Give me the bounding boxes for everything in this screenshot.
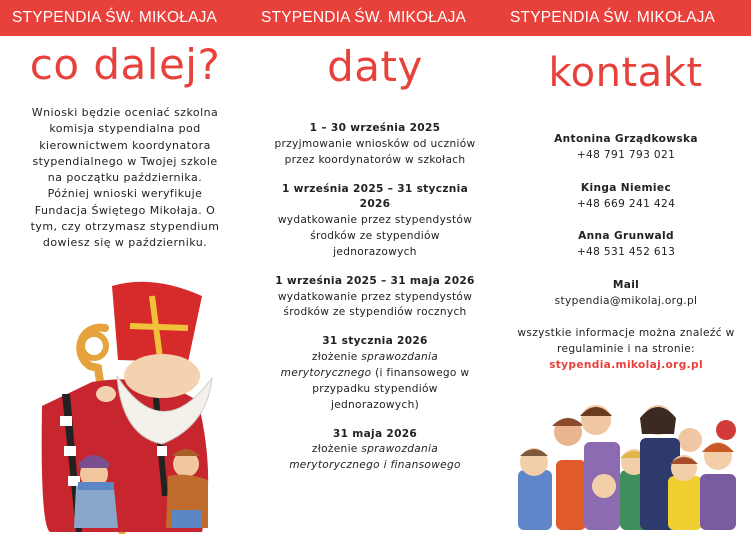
children-illustration <box>500 390 751 535</box>
header-title-col1: STYPENDIA ŚW. MIKOŁAJA <box>12 9 218 26</box>
contact-mail-label: Mail <box>612 278 640 291</box>
header-title-col3: STYPENDIA ŚW. MIKOŁAJA <box>510 9 716 26</box>
contact-phone[interactable]: +48 669 241 424 <box>576 197 676 210</box>
column-contact <box>500 36 751 535</box>
date-item-desc-emphasis: sprawozdania merytorycznego i finansowego <box>289 443 461 472</box>
date-item-desc-post: (i finansowego w przypadku stypendiów jednorazowych) <box>312 366 470 411</box>
contact-name: Antonina Grządkowska <box>554 133 698 145</box>
contact-name: Anna Grunwald <box>578 230 674 242</box>
date-item <box>268 182 482 261</box>
header-bar <box>0 0 751 36</box>
next-steps-heading: co dalej? <box>29 40 221 89</box>
date-item <box>268 334 482 413</box>
column-next-steps <box>0 36 250 535</box>
contact-name: Kinga Niemiec <box>580 181 672 194</box>
santa-illustration <box>2 276 242 534</box>
date-item-title: 1 września 2025 – 31 maja 2026 <box>275 274 475 287</box>
date-item <box>268 121 482 168</box>
date-item <box>268 274 482 321</box>
date-item-desc-emphasis: sprawozdania merytorycznego <box>280 351 439 379</box>
date-item-desc <box>268 350 482 413</box>
date-item-desc-pre: złożenie <box>311 443 362 456</box>
date-item-title: 31 maja 2026 <box>332 427 418 440</box>
contact-phone[interactable]: +48 791 793 021 <box>576 149 676 161</box>
info-text: wszystkie informacje można znaleźć w regulaminie i na stronie: <box>517 327 735 355</box>
website-link[interactable]: stypendia.mikolaj.org.pl <box>549 359 703 371</box>
contact-item <box>506 277 746 309</box>
contact-list <box>506 131 746 373</box>
contact-phone[interactable]: +48 531 452 613 <box>576 246 676 258</box>
next-steps-text: Wnioski będzie oceniać szkolna komisja stypendialna pod kierownictwem koordynatora stypendialnego w Twojej szkole na początku października. Później wnioski weryfikuje Fundacja Świętego Mikołaja. O tym, czy otrzymasz stypendium dowiesz się w październiku. <box>30 106 220 250</box>
contact-email[interactable]: stypendia@mikolaj.org.pl <box>554 294 698 307</box>
date-item-desc <box>268 442 482 474</box>
date-item-desc: przyjmowanie wniosków od uczniów przez koordynatorów w szkołach <box>274 137 476 166</box>
column-dates <box>250 36 500 535</box>
date-item-desc: wydatkowanie przez stypendystów środków ze stypendiów rocznych <box>277 290 473 319</box>
dates-list <box>268 121 482 487</box>
contact-heading: kontakt <box>548 50 703 96</box>
date-item-title: 1 września 2025 – 31 stycznia 2026 <box>281 182 469 211</box>
contact-item <box>506 180 746 212</box>
date-item-desc-pre: złożenie <box>311 351 362 364</box>
date-item <box>268 427 482 474</box>
contact-item <box>506 228 746 260</box>
date-item-title: 1 – 30 września 2025 <box>309 122 441 134</box>
dates-heading: daty <box>327 42 423 91</box>
date-item-desc: wydatkowanie przez stypendystów środków ze stypendiów jednorazowych <box>277 214 473 258</box>
contact-item <box>506 131 746 163</box>
date-item-title: 31 stycznia 2026 <box>322 335 428 348</box>
header-title-col2: STYPENDIA ŚW. MIKOŁAJA <box>261 9 467 26</box>
